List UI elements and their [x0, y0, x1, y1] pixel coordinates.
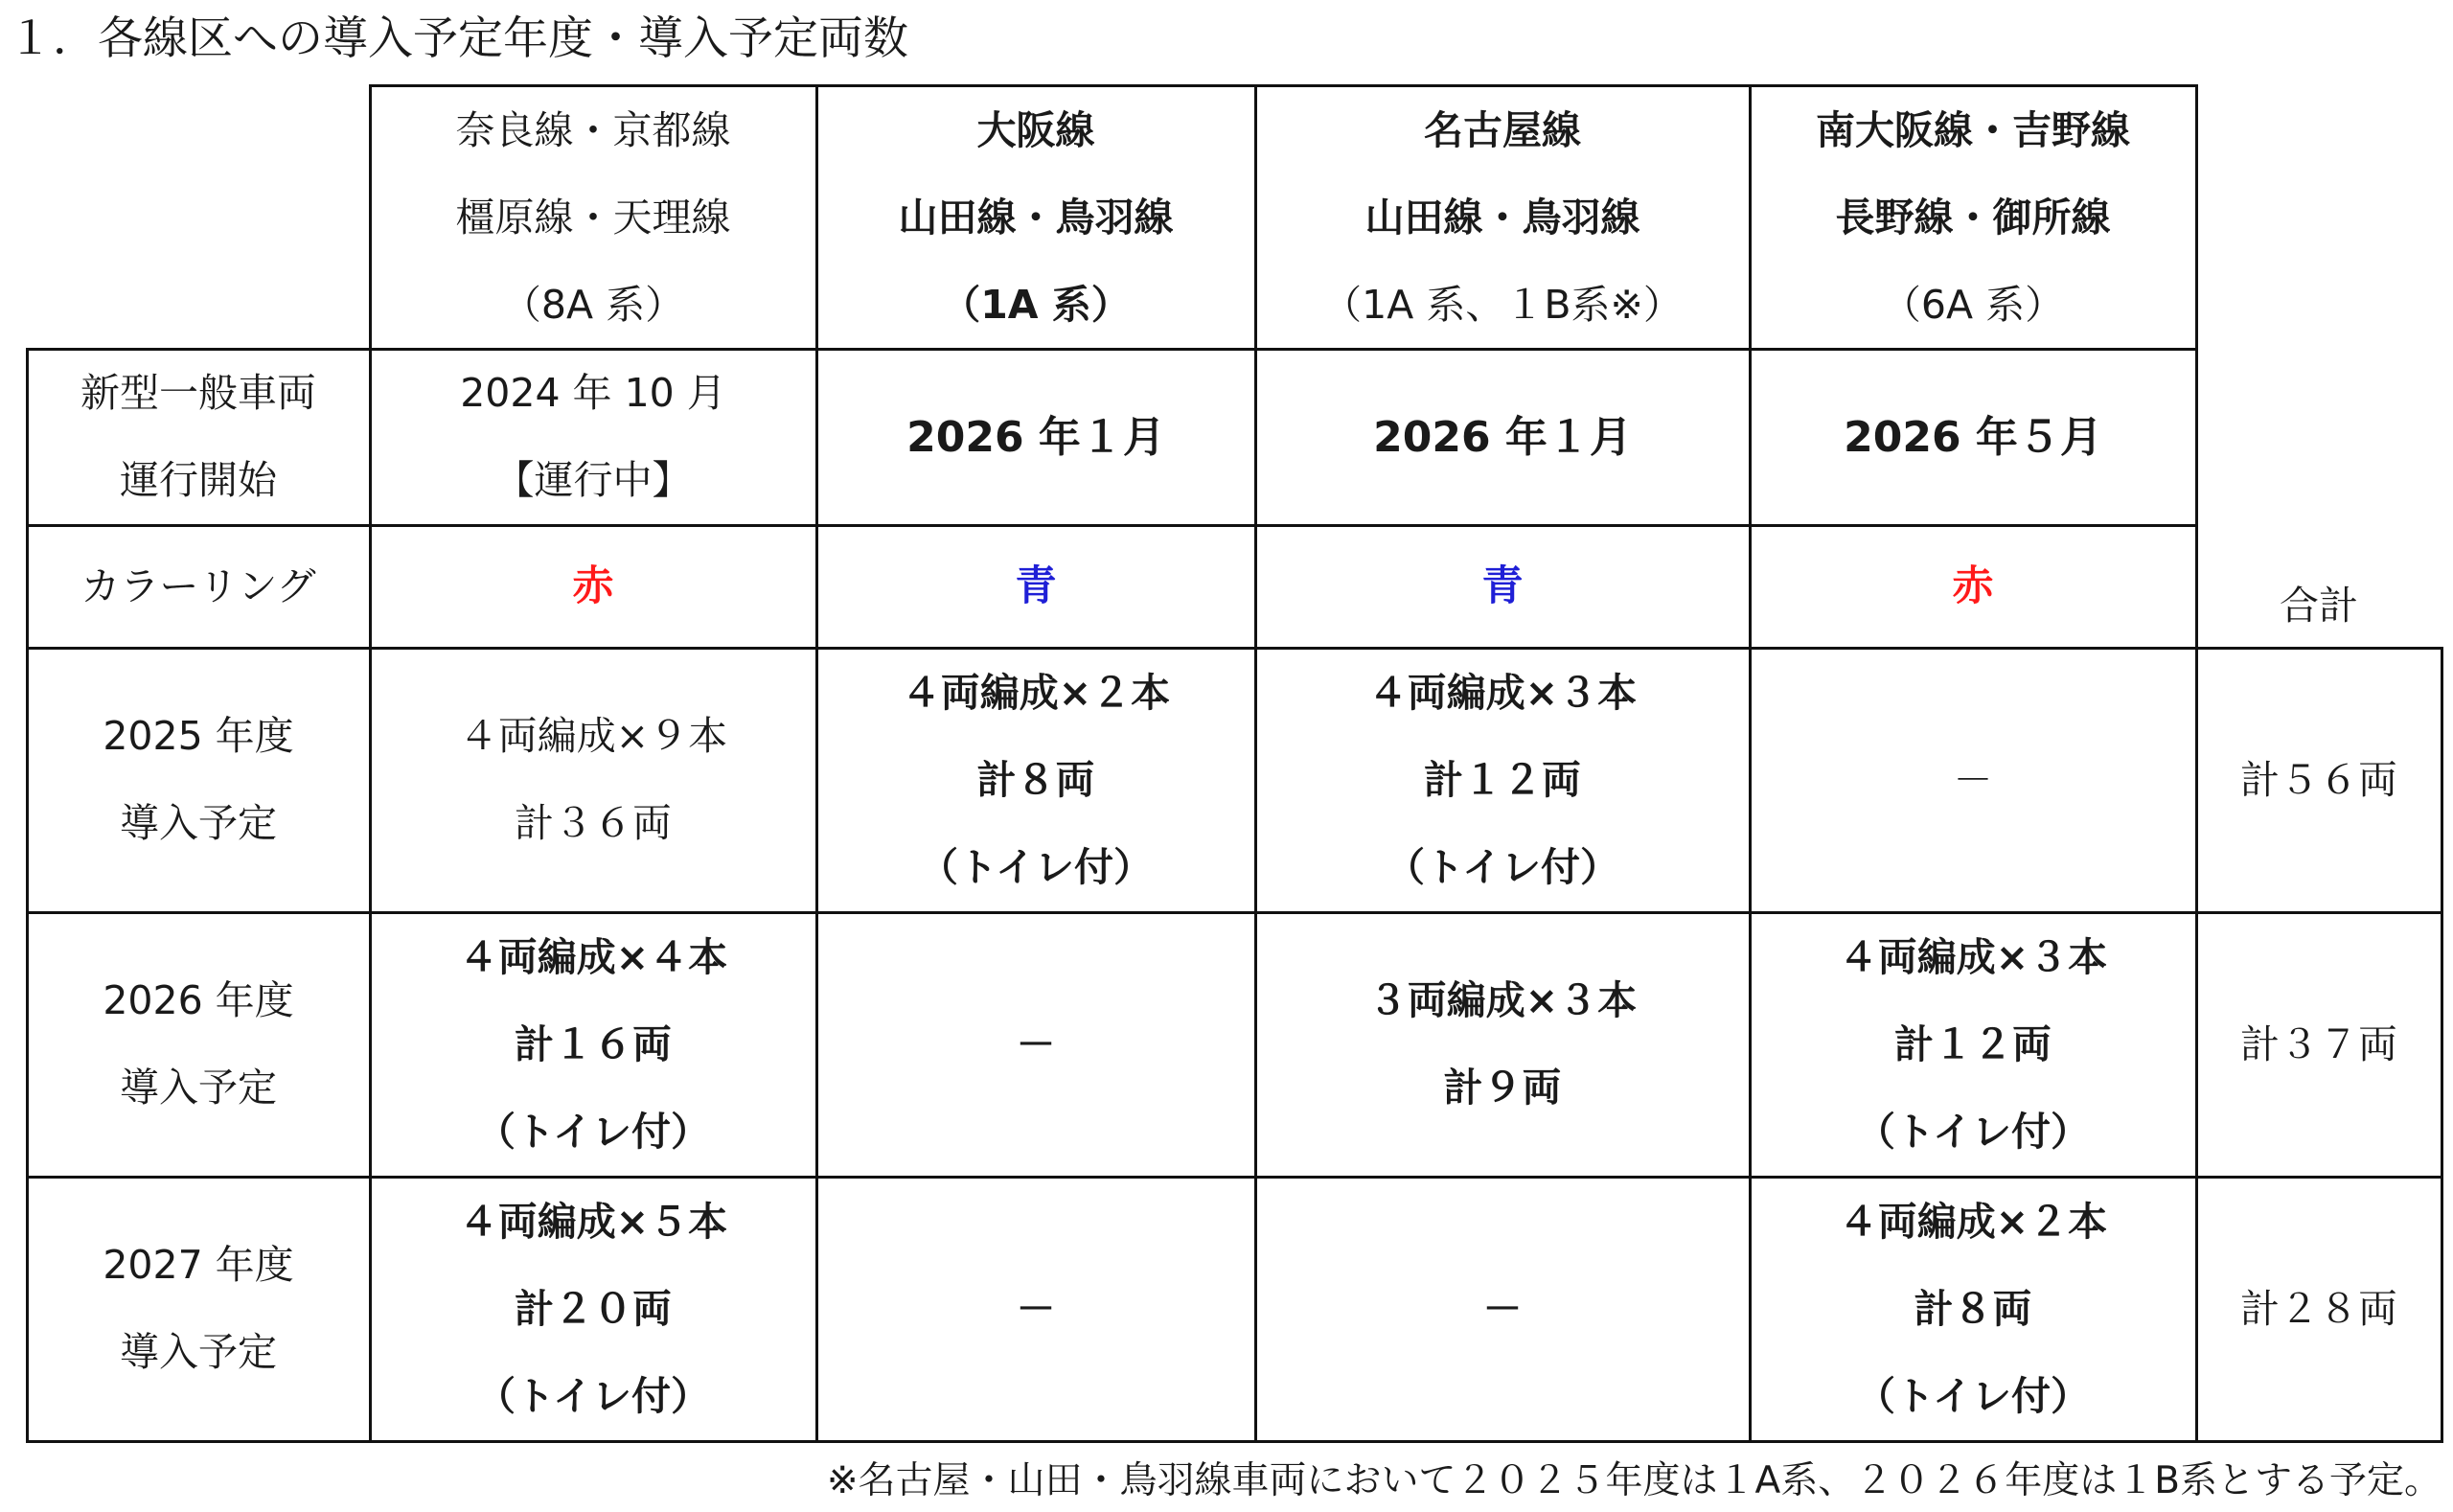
formation-text: ４両編成×２本 — [1838, 1198, 2108, 1245]
formation-text: ４両編成×５本 — [458, 1198, 728, 1245]
table-border — [26, 348, 29, 1443]
car-count: 計８両 — [1914, 1285, 2032, 1332]
header-line: 名古屋線 — [1424, 106, 1581, 153]
plan-cell-2025-nara-kyoto — [370, 648, 816, 912]
header-line: （8A 系） — [501, 281, 685, 328]
plan-cell-2025-osaka — [816, 648, 1255, 912]
header-line: 山田線・鳥羽線 — [898, 194, 1174, 241]
row-label-line: 導入予定 — [120, 1065, 277, 1111]
toilet-note: （トイレ付） — [476, 1372, 710, 1419]
coloring-value: 赤 — [572, 561, 614, 610]
color-cell-osaka — [816, 525, 1255, 648]
toilet-note: （トイレ付） — [1386, 843, 1619, 890]
toilet-note: （トイレ付） — [1856, 1372, 2090, 1419]
no-plan-dash: － — [1016, 1020, 1056, 1067]
header-cell-osaka — [816, 86, 1255, 349]
row-label-coloring — [27, 525, 370, 648]
total-cell-2025 — [2196, 648, 2442, 912]
plan-cell-2026-nagoya — [1255, 912, 1750, 1177]
total-value: 計２８両 — [2240, 1285, 2397, 1332]
header-line: 大阪線 — [976, 106, 1095, 153]
color-cell-nagoya — [1255, 525, 1750, 648]
formation-text: ４両編成×３本 — [1838, 933, 2108, 980]
header-line: （1A 系） — [941, 281, 1131, 328]
car-count: 計８両 — [976, 756, 1095, 803]
total-value: 計５６両 — [2240, 756, 2397, 803]
total-value: 計３７両 — [2240, 1020, 2397, 1067]
car-count: 計２０両 — [515, 1285, 672, 1332]
plan-cell-2027-nagoya — [1255, 1177, 1750, 1441]
no-plan-dash: － — [1482, 1285, 1523, 1332]
plan-cell-2026-nara-kyoto — [370, 912, 816, 1177]
car-count: 計１２両 — [1424, 756, 1581, 803]
header-line: 山田線・鳥羽線 — [1364, 194, 1640, 241]
start-cell-nara-kyoto — [370, 349, 816, 525]
row-label-start — [27, 349, 370, 525]
header-cell-nagoya — [1255, 86, 1750, 349]
header-cell-minami-osaka — [1750, 86, 2196, 349]
table-border — [2195, 84, 2198, 1443]
table-border — [369, 84, 372, 1443]
plan-cell-2027-nara-kyoto — [370, 1177, 816, 1441]
row-label-line: 2026 年度 — [103, 977, 294, 1023]
row-label-line: 2027 年度 — [103, 1242, 294, 1288]
table-border — [26, 647, 2443, 650]
footnote: ※名古屋・山田・鳥羽線車両において２０２５年度は１A系、２０２６年度は１B系とする予定。 — [826, 1459, 2442, 1502]
table-border — [1749, 84, 1752, 1443]
table-border — [369, 84, 2198, 87]
formation-text: ４両編成×４本 — [458, 933, 728, 980]
row-label-2026 — [27, 912, 370, 1177]
header-line: 長野線・御所線 — [1835, 194, 2111, 241]
header-line: （6A 系） — [1881, 281, 2065, 328]
start-date: 2026 年１月 — [1373, 412, 1632, 462]
start-date: 2026 年５月 — [1844, 412, 2102, 462]
plan-cell-2026-osaka — [816, 912, 1255, 1177]
row-label-line: 2025 年度 — [103, 713, 294, 759]
formation-text: ４両編成×２本 — [901, 669, 1171, 716]
row-label-line: 導入予定 — [120, 800, 277, 846]
header-line: 奈良線・京都線 — [455, 106, 731, 153]
row-label-2025 — [27, 648, 370, 912]
coloring-value: 青 — [1015, 561, 1057, 610]
page-title: １．各線区への導入予定年度・導入予定両数 — [8, 12, 908, 65]
color-cell-nara-kyoto — [370, 525, 816, 648]
table-border — [1254, 84, 1257, 1443]
toilet-note: （トイレ付） — [919, 843, 1153, 890]
car-count: 計３６両 — [515, 800, 672, 846]
no-plan-dash: － — [1953, 756, 1993, 803]
formation-text: ４両編成×９本 — [458, 713, 728, 759]
plan-cell-2025-nagoya — [1255, 648, 1750, 912]
table-border — [26, 1440, 2443, 1443]
formation-text: ４両編成×３本 — [1367, 669, 1638, 716]
toilet-note: （トイレ付） — [1856, 1108, 2090, 1155]
header-line: （1A 系、１B系※） — [1322, 281, 1683, 328]
car-count: 計９両 — [1443, 1065, 1562, 1111]
car-count: 計１２両 — [1894, 1020, 2052, 1067]
start-date: 2026 年１月 — [906, 412, 1165, 462]
table-border — [26, 524, 2198, 527]
total-cell-2026 — [2196, 912, 2442, 1177]
no-plan-dash: － — [1016, 1285, 1056, 1332]
coloring-value: 青 — [1481, 561, 1524, 610]
header-line: 橿原線・天理線 — [455, 194, 731, 241]
total-header: 合計 — [2280, 583, 2358, 629]
header-cell-nara-kyoto — [370, 86, 816, 349]
start-date: 2024 年 10 月 — [460, 370, 726, 416]
plan-cell-2027-osaka — [816, 1177, 1255, 1441]
car-count: 計１６両 — [515, 1020, 672, 1067]
row-label-line: カラーリング — [80, 562, 316, 609]
plan-cell-2025-minami-osaka — [1750, 648, 2196, 912]
table-border — [815, 84, 818, 1443]
header-line: 南大阪線・吉野線 — [1816, 106, 2130, 153]
row-label-line: 導入予定 — [120, 1329, 277, 1375]
row-label-line: 新型一般車両 — [80, 370, 316, 416]
toilet-note: （トイレ付） — [476, 1108, 710, 1155]
start-cell-osaka — [816, 349, 1255, 525]
row-label-2027 — [27, 1177, 370, 1441]
start-cell-nagoya — [1255, 349, 1750, 525]
start-cell-minami-osaka — [1750, 349, 2196, 525]
plan-cell-2027-minami-osaka — [1750, 1177, 2196, 1441]
row-label-line: 運行開始 — [120, 457, 277, 503]
formation-text: ３両編成×３本 — [1367, 977, 1638, 1023]
table-border — [2441, 647, 2443, 1443]
table-border — [26, 911, 2443, 914]
table-border — [26, 348, 2198, 351]
total-cell-2027 — [2196, 1177, 2442, 1441]
table-border — [26, 1176, 2443, 1179]
status-label: 【運行中】 — [494, 457, 692, 503]
plan-cell-2026-minami-osaka — [1750, 912, 2196, 1177]
coloring-value: 赤 — [1952, 561, 1994, 610]
color-cell-minami-osaka — [1750, 525, 2196, 648]
